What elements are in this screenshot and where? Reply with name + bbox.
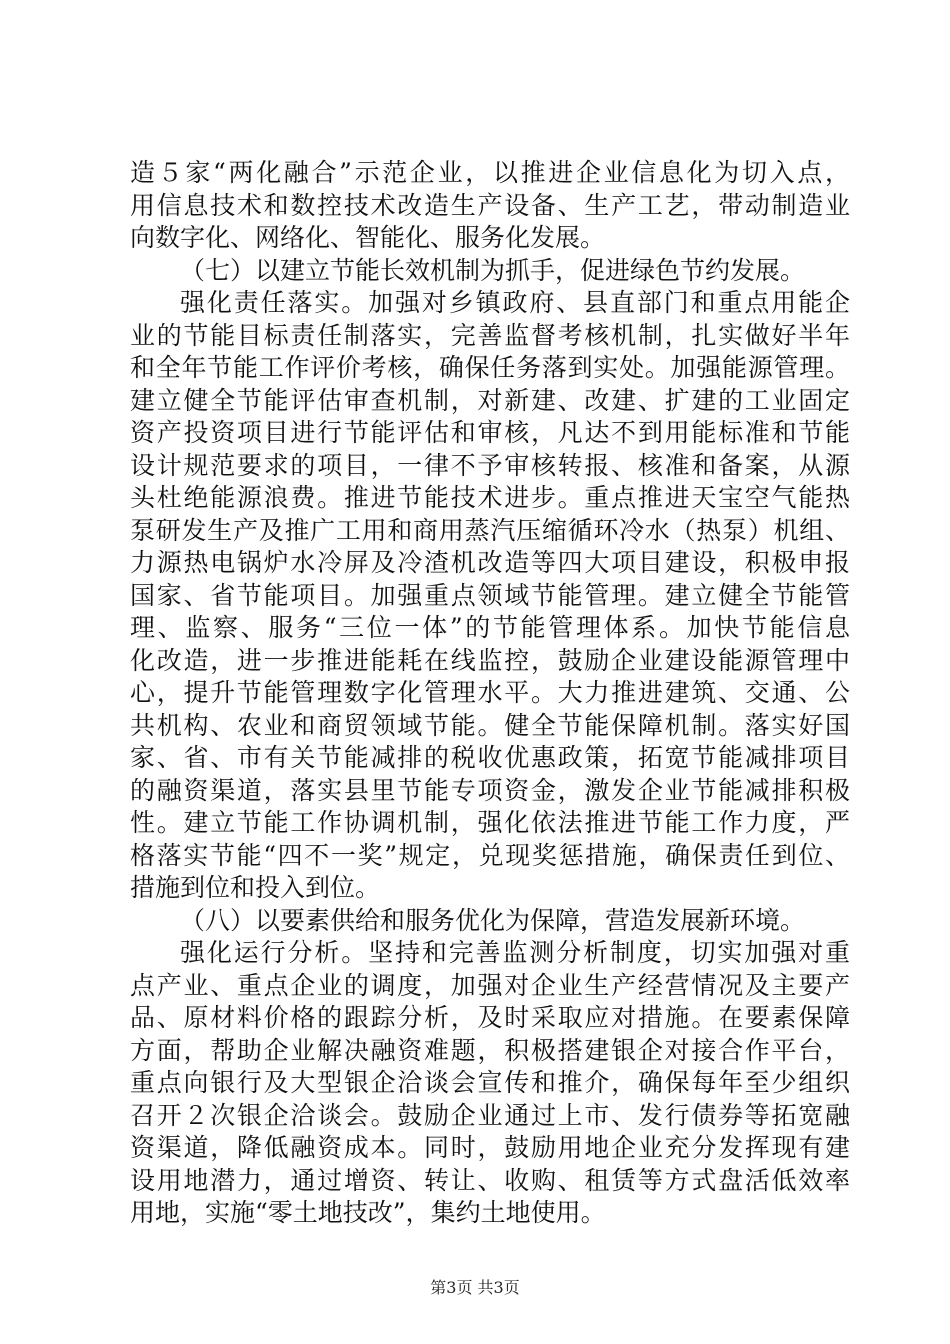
paragraph-first-line: 强化责任落实。加强对乡镇政府、县直部门和重点用能企 (180, 288, 850, 317)
document-body (130, 157, 850, 1230)
text-line: 理、监察、服务“三位一体”的节能管理体系。加快节能信息 (130, 613, 850, 642)
text-line: 业的节能目标责任制落实，完善监督考核机制，扎实做好半年 (130, 320, 850, 350)
text-line: 设用地潜力，通过增资、转让、收购、租赁等方式盘活低效率 (130, 1165, 850, 1195)
text-line: 点产业、重点企业的调度，加强对企业生产经营情况及主要产 (130, 970, 850, 1000)
text-line: 国家、省节能项目。加强重点领域节能管理。建立健全节能管 (130, 580, 850, 610)
text-line: 头杜绝能源浪费。推进节能技术进步。重点推进天宝空气能热 (130, 483, 850, 512)
text-line: 心，提升节能管理数字化管理水平。大力推进建筑、交通、公 (130, 678, 850, 707)
text-line: 品、原材料价格的跟踪分析，及时采取应对措施。在要素保障 (130, 1003, 850, 1032)
text-line: 资产投资项目进行节能评估和审核，凡达不到用能标准和节能 (130, 418, 850, 447)
text-line: 方面，帮助企业解决融资难题，积极搭建银企对接合作平台， (130, 1035, 850, 1065)
text-line: 设计规范要求的项目，一律不予审核转报、核准和备案，从源 (130, 450, 850, 480)
text-line: 和全年节能工作评价考核，确保任务落到实处。加强能源管理。 (130, 353, 850, 382)
page-number: 第3页 共3页 (430, 1278, 520, 1297)
text-line: 性。建立节能工作协调机制，强化依法推进节能工作力度，严 (130, 808, 850, 837)
text-line: 向数字化、网络化、智能化、服务化发展。 (130, 223, 606, 252)
text-line: 资渠道，降低融资成本。同时，鼓励用地企业充分发挥现有建 (130, 1133, 850, 1162)
text-line: 重点向银行及大型银企洽谈会宣传和推介，确保每年至少组织 (130, 1068, 850, 1097)
text-line: 用地，实施“零土地技改”，集约土地使用。 (130, 1198, 606, 1227)
text-line: 的融资渠道，落实县里节能专项资金，激发企业节能减排积极 (130, 775, 850, 805)
text-line: 家、省、市有关节能减排的税收优惠政策，拓宽节能减排项目 (130, 743, 850, 772)
text-line: 措施到位和投入到位。 (130, 873, 381, 902)
text-line: 泵研发生产及推广工用和商用蒸汽压缩循环冷水（热泵）机组、 (130, 515, 850, 545)
text-line: 建立健全节能评估审查机制，对新建、改建、扩建的工业固定 (130, 385, 850, 415)
text-line: 用信息技术和数控技术改造生产设备、生产工艺，带动制造业 (130, 190, 850, 220)
text-line: 力源热电锅炉水冷屏及冷渣机改造等四大项目建设，积极申报 (130, 548, 850, 577)
section-heading-7: （七）以建立节能长效机制为抓手，促进绿色节约发展。 (180, 255, 806, 285)
text-line: 格落实节能“四不一奖”规定，兑现奖惩措施，确保责任到位、 (130, 840, 850, 870)
text-line: 化改造，进一步推进能耗在线监控，鼓励企业建设能源管理中 (130, 645, 850, 675)
text-line: 共机构、农业和商贸领域节能。健全节能保障机制。落实好国 (130, 710, 850, 740)
page-footer (0, 1275, 950, 1298)
section-heading-8: （八）以要素供给和服务优化为保障，营造发展新环境。 (180, 905, 806, 935)
text-line: 召开２次银企洽谈会。鼓励企业通过上市、发行债券等拓宽融 (130, 1100, 850, 1130)
paragraph-first-line: 强化运行分析。坚持和完善监测分析制度，切实加强对重 (180, 938, 850, 967)
text-line: 造５家“两化融合”示范企业，以推进企业信息化为切入点， (130, 158, 850, 187)
